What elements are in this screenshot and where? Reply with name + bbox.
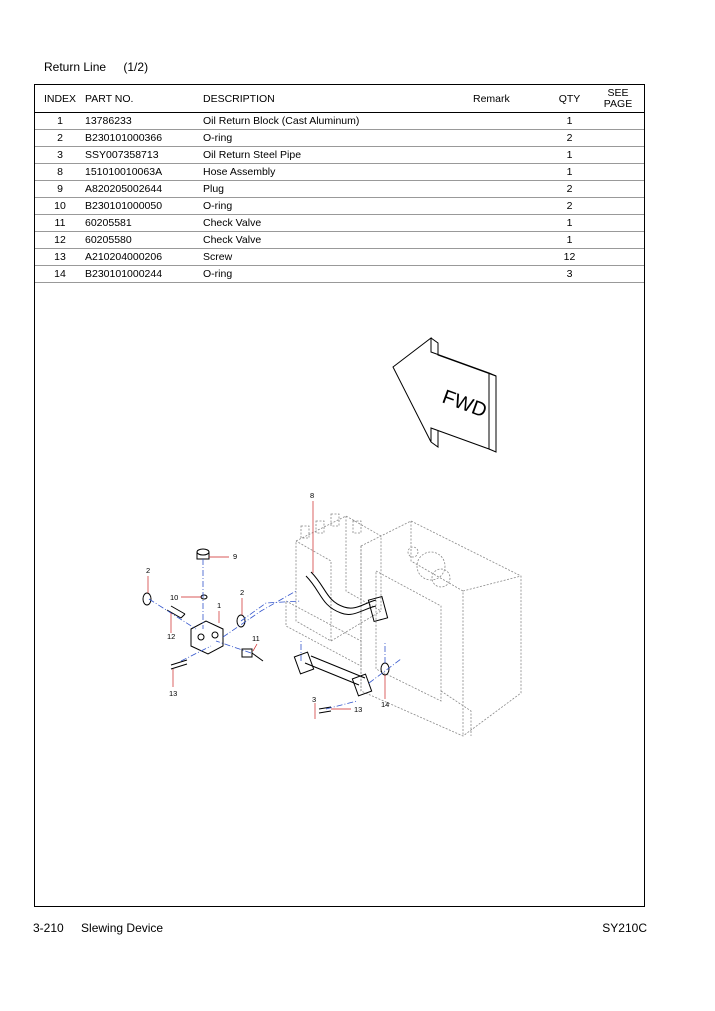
cell-index: 1 <box>35 113 85 130</box>
table-row <box>35 266 644 283</box>
cell-part-no: B230101000244 <box>85 266 203 283</box>
title-subtitle: (1/2) <box>123 60 149 74</box>
cell-remark <box>473 249 547 266</box>
o-ring-2a <box>143 593 151 605</box>
cell-part-no: B230101000366 <box>85 130 203 147</box>
cell-description: Hose Assembly <box>203 164 473 181</box>
callout-11: 11 <box>252 634 260 643</box>
footer-model: SY210C <box>602 921 647 935</box>
footer-left <box>33 921 163 935</box>
cell-index: 9 <box>35 181 85 198</box>
cell-description: Screw <box>203 249 473 266</box>
cell-part-no: 60205581 <box>85 215 203 232</box>
cell-part-no: A210204000206 <box>85 249 203 266</box>
callout-2b: 2 <box>240 588 245 597</box>
table-row <box>35 181 644 198</box>
callout-13a: 13 <box>169 689 178 698</box>
cell-qty: 1 <box>547 147 592 164</box>
cell-description: O-ring <box>203 130 473 147</box>
cell-remark <box>473 215 547 232</box>
header-qty: QTY <box>547 85 592 113</box>
cell-part-no: 60205580 <box>85 232 203 249</box>
cell-description: Oil Return Block (Cast Aluminum) <box>203 113 473 130</box>
cell-see-page <box>592 113 644 130</box>
header-part-no: PART NO. <box>85 85 203 113</box>
check-valves <box>167 606 263 661</box>
cell-part-no: A820205002644 <box>85 181 203 198</box>
cell-remark <box>473 232 547 249</box>
cell-remark <box>473 164 547 181</box>
o-ring-10 <box>201 595 207 599</box>
oil-return-block <box>191 621 223 654</box>
footer-section: Slewing Device <box>81 921 164 935</box>
header-see: SEE <box>607 86 629 99</box>
screws <box>171 660 331 713</box>
cell-qty: 2 <box>547 130 592 147</box>
assembly-lines <box>149 559 401 709</box>
fwd-arrow-icon <box>393 338 496 452</box>
table-row <box>35 113 644 130</box>
exploded-parts-diagram <box>35 285 644 905</box>
cell-qty: 2 <box>547 181 592 198</box>
cell-see-page <box>592 215 644 232</box>
fwd-label: FWD <box>439 386 490 423</box>
callout-10: 10 <box>170 593 179 602</box>
cell-see-page <box>592 147 644 164</box>
title-text: Return Line <box>44 60 107 74</box>
table-row <box>35 215 644 232</box>
cell-description: Check Valve <box>203 232 473 249</box>
callout-9: 9 <box>233 552 238 561</box>
table-row <box>35 232 644 249</box>
cell-description: Check Valve <box>203 215 473 232</box>
page-title <box>44 60 148 74</box>
control-valve <box>286 514 381 666</box>
cell-qty: 1 <box>547 113 592 130</box>
cell-description: Oil Return Steel Pipe <box>203 147 473 164</box>
table-row <box>35 249 644 266</box>
footer-page-number: 3-210 <box>33 921 64 935</box>
cell-see-page <box>592 181 644 198</box>
parts-frame <box>34 84 645 907</box>
header-page: PAGE <box>603 97 633 110</box>
oil-return-steel-pipe <box>294 652 371 696</box>
cell-part-no: 151010010063A <box>85 164 203 181</box>
header-description: DESCRIPTION <box>203 85 473 113</box>
header-see-page <box>592 85 644 113</box>
table-row <box>35 198 644 215</box>
callout-1: 1 <box>217 601 222 610</box>
cell-remark <box>473 113 547 130</box>
cell-see-page <box>592 266 644 283</box>
table-row <box>35 147 644 164</box>
parts-table <box>35 85 644 283</box>
cell-see-page <box>592 130 644 147</box>
cell-index: 3 <box>35 147 85 164</box>
cell-description: O-ring <box>203 266 473 283</box>
cell-see-page <box>592 249 644 266</box>
cell-see-page <box>592 164 644 181</box>
cell-index: 11 <box>35 215 85 232</box>
cell-part-no: 13786233 <box>85 113 203 130</box>
cell-part-no: B230101000050 <box>85 198 203 215</box>
cell-remark <box>473 130 547 147</box>
table-header-row <box>35 85 644 113</box>
cell-index: 8 <box>35 164 85 181</box>
callout-14: 14 <box>381 700 390 709</box>
cell-part-no: SSY007358713 <box>85 147 203 164</box>
cell-qty: 12 <box>547 249 592 266</box>
header-index: INDEX <box>35 85 85 113</box>
cell-qty: 1 <box>547 232 592 249</box>
cell-remark <box>473 181 547 198</box>
cell-index: 2 <box>35 130 85 147</box>
cell-remark <box>473 198 547 215</box>
cell-qty: 2 <box>547 198 592 215</box>
cell-remark <box>473 147 547 164</box>
cell-description: Plug <box>203 181 473 198</box>
cell-remark <box>473 266 547 283</box>
cell-index: 12 <box>35 232 85 249</box>
cell-qty: 1 <box>547 164 592 181</box>
cell-description: O-ring <box>203 198 473 215</box>
table-row <box>35 130 644 147</box>
cell-qty: 3 <box>547 266 592 283</box>
callout-leaders <box>148 501 385 719</box>
callout-13b: 13 <box>354 705 363 714</box>
cell-see-page <box>592 198 644 215</box>
cell-index: 10 <box>35 198 85 215</box>
cell-see-page <box>592 232 644 249</box>
cell-index: 14 <box>35 266 85 283</box>
plug <box>197 549 209 559</box>
callout-8: 8 <box>310 491 315 500</box>
cell-qty: 1 <box>547 215 592 232</box>
header-remark: Remark <box>473 85 547 113</box>
callout-2a: 2 <box>146 566 151 575</box>
table-row <box>35 164 644 181</box>
callout-12: 12 <box>167 632 176 641</box>
hose-assembly <box>306 572 388 621</box>
callout-3: 3 <box>312 695 317 704</box>
cell-index: 13 <box>35 249 85 266</box>
